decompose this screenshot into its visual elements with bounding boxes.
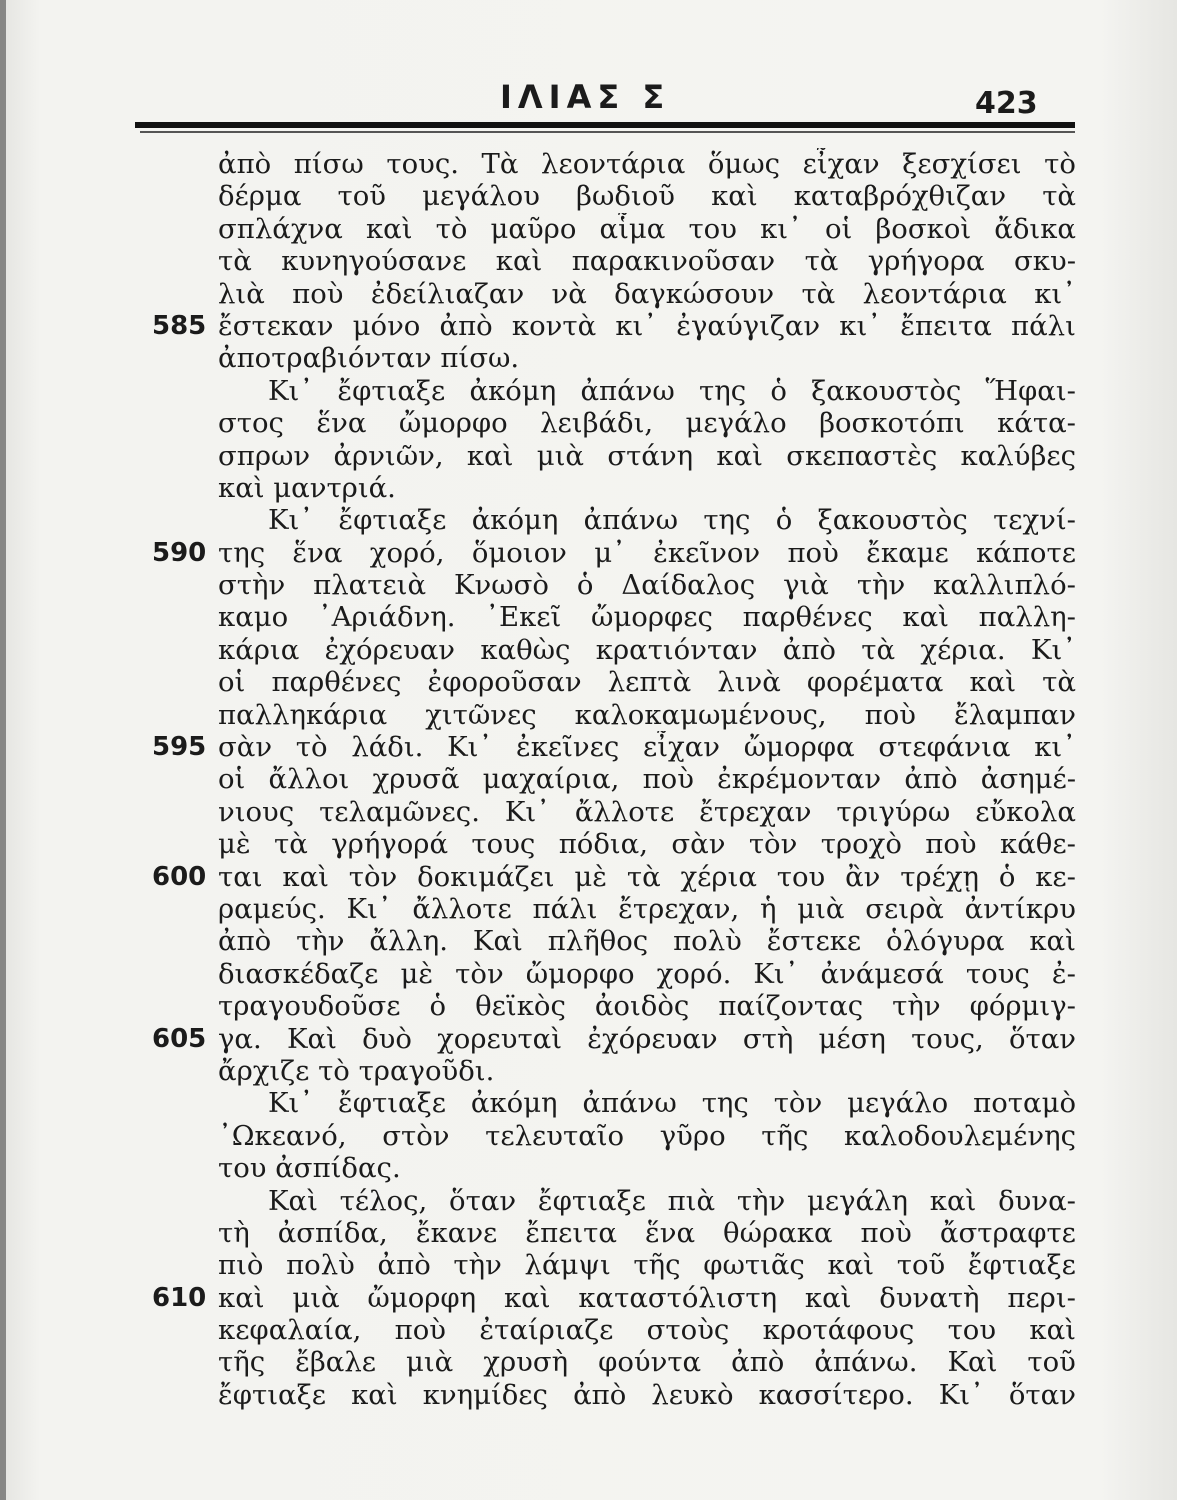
running-header-title: ΙΛΙΑΣ Σ — [500, 78, 671, 116]
text-line — [0, 1249, 1177, 1281]
text-line — [0, 1152, 1177, 1184]
line-text: του ἀσπίδας. — [218, 1152, 401, 1185]
line-text: της ἕνα χορό, ὅμοιον μ᾿ ἐκεῖνον ποὺ ἔκαμε κάποτε — [218, 536, 1076, 569]
text-line — [0, 180, 1177, 212]
text-line — [0, 569, 1177, 601]
line-number: 605 — [152, 1023, 207, 1054]
line-text: μὲ τὰ γρήγορά τους πόδια, σὰν τὸν τροχὸ ποὺ κάθε- — [218, 828, 1076, 861]
line-text: Κι᾿ ἔφτιαξε ἀκόμη ἀπάνω της τὸν μεγάλο ποταμὸ — [268, 1087, 1076, 1120]
line-text: Καὶ τέλος, ὅταν ἔφτιαξε πιὰ τὴν μεγάλη καὶ δυνα- — [268, 1184, 1076, 1217]
text-line — [0, 634, 1177, 666]
line-number: 590 — [152, 537, 207, 568]
text-line — [0, 1217, 1177, 1249]
text-line — [0, 1055, 1177, 1087]
text-line — [0, 1346, 1177, 1378]
line-text: ᾿Ωκεανό, στὸν τελευταῖο γῦρο τῆς καλοδουλεμένης — [218, 1119, 1076, 1152]
line-text: στος ἕνα ὤμορφο λειβάδι, μεγάλο βοσκοτόπι κάτα- — [218, 407, 1076, 440]
line-text: Κι᾿ ἔφτιαξε ἀκόμη ἀπάνω της ὁ ξακουστὸς Ἥφαι- — [268, 374, 1076, 407]
line-text: τὴ ἀσπίδα, ἔκανε ἔπειτα ἕνα θώρακα ποὺ ἄστραφτε — [218, 1216, 1076, 1249]
page-number: 423 — [975, 86, 1038, 121]
text-line — [0, 245, 1177, 277]
text-line — [0, 958, 1177, 990]
line-text: ἀπὸ πίσω τους. Τὰ λεοντάρια ὅμως εἶχαν ξεσχίσει τὸ — [218, 148, 1076, 180]
line-text: γα. Καὶ δυὸ χορευταὶ ἐχόρευαν στὴ μέση τους, ὅταν — [218, 1022, 1076, 1055]
text-line — [0, 1314, 1177, 1346]
text-line — [0, 342, 1177, 374]
line-text: σπλάχνα καὶ τὸ μαῦρο αἷμα του κι᾿ οἱ βοσκοὶ ἄδικα — [218, 212, 1076, 245]
line-text: ἔστεκαν μόνο ἀπὸ κοντὰ κι᾿ ἐγαύγιζαν κι᾿ ἔπειτα πάλι — [218, 309, 1076, 342]
text-line — [0, 213, 1177, 245]
line-text: κάρια ἐχόρευαν καθὼς κρατιόνταν ἀπὸ τὰ χέρια. Κι᾿ — [218, 633, 1076, 666]
text-line — [0, 310, 1177, 342]
line-text: ἀπὸ τὴν ἄλλη. Καὶ πλῆθος πολὺ ἔστεκε ὁλόγυρα καὶ — [218, 925, 1076, 958]
line-text: σπρων ἀρνιῶν, καὶ μιὰ στάνη καὶ σκεπαστὲς καλύβες — [218, 439, 1076, 472]
text-line — [0, 861, 1177, 893]
text-line — [0, 828, 1177, 860]
text-line — [0, 1120, 1177, 1152]
line-text: καὶ μαντριά. — [218, 471, 396, 504]
text-line — [0, 666, 1177, 698]
text-line — [0, 763, 1177, 795]
line-text: δέρμα τοῦ μεγάλου βωδιοῦ καὶ καταβρόχθιζαν τὰ — [218, 180, 1076, 213]
line-number: 600 — [152, 861, 207, 892]
text-line — [0, 601, 1177, 633]
line-text: ραμεύς. Κι᾿ ἄλλοτε πάλι ἔτρεχαν, ἡ μιὰ σειρὰ ἀντίκρυ — [218, 892, 1076, 925]
line-text: καὶ μιὰ ὤμορφη καὶ καταστόλιστη καὶ δυνατὴ περι- — [218, 1281, 1076, 1314]
line-text: ἀποτραβιόνταν πίσω. — [218, 342, 520, 375]
line-number: 595 — [152, 732, 207, 763]
text-line — [0, 925, 1177, 957]
line-text: σὰν τὸ λάδι. Κι᾿ ἐκεῖνες εἶχαν ὤμορφα στεφάνια κι᾿ — [218, 731, 1076, 764]
body-text — [0, 148, 1177, 1411]
text-line — [0, 796, 1177, 828]
text-line — [0, 1379, 1177, 1411]
line-text: πιὸ πολὺ ἀπὸ τὴν λάμψι τῆς φωτιᾶς καὶ τοῦ ἔφτιαξε — [218, 1249, 1076, 1282]
text-line — [0, 407, 1177, 439]
line-text: στὴν πλατειὰ Κνωσὸ ὁ Δαίδαλος γιὰ τὴν καλλιπλό- — [218, 569, 1076, 602]
text-line — [0, 148, 1177, 180]
text-line — [0, 472, 1177, 504]
text-line — [0, 537, 1177, 569]
line-text: ἔφτιαξε καὶ κνημίδες ἀπὸ λευκὸ κασσίτερο. Κι᾿ ὅταν — [218, 1378, 1076, 1411]
text-line — [0, 731, 1177, 763]
text-line — [0, 1087, 1177, 1119]
header-rule — [135, 122, 1075, 128]
line-text: κεφαλαία, ποὺ ἐταίριαζε στοὺς κροτάφους του καὶ — [218, 1314, 1076, 1347]
line-text: καμο ᾿Αριάδνη. ᾿Εκεῖ ὤμορφες παρθένες καὶ παλλη- — [218, 601, 1076, 634]
line-text: λιὰ ποὺ ἐδείλιαζαν νὰ δαγκώσουν τὰ λεοντάρια κι᾿ — [218, 277, 1076, 310]
text-line — [0, 893, 1177, 925]
header-rule-thin — [140, 131, 1075, 133]
line-text: παλληκάρια χιτῶνες καλοκαμωμένους, ποὺ ἔλαμπαν — [218, 698, 1076, 731]
text-line — [0, 440, 1177, 472]
line-text: νιους τελαμῶνες. Κι᾿ ἄλλοτε ἔτρεχαν τριγύρω εὔκολα — [218, 795, 1076, 828]
text-line — [0, 375, 1177, 407]
text-line — [0, 504, 1177, 536]
text-line — [0, 990, 1177, 1022]
text-line — [0, 1185, 1177, 1217]
line-number: 585 — [152, 310, 207, 341]
line-text: διασκέδαζε μὲ τὸν ὤμορφο χορό. Κι᾿ ἀνάμεσά τους ἐ- — [218, 957, 1076, 990]
text-line — [0, 699, 1177, 731]
line-text: ται καὶ τὸν δοκιμάζει μὲ τὰ χέρια του ἂν τρέχῃ ὁ κε- — [218, 860, 1076, 893]
text-line — [0, 278, 1177, 310]
line-text: ἄρχιζε τὸ τραγοῦδι. — [218, 1054, 495, 1087]
line-text: τῆς ἔβαλε μιὰ χρυσὴ φούντα ἀπὸ ἀπάνω. Καὶ τοῦ — [218, 1346, 1076, 1379]
line-text: τὰ κυνηγούσανε καὶ παρακινοῦσαν τὰ γρήγορα σκυ- — [218, 245, 1076, 278]
line-text: οἱ ἄλλοι χρυσᾶ μαχαίρια, ποὺ ἐκρέμονταν ἀπὸ ἀσημέ- — [218, 763, 1076, 796]
text-line — [0, 1282, 1177, 1314]
line-text: οἱ παρθένες ἐφοροῦσαν λεπτὰ λινὰ φορέματα καὶ τὰ — [218, 666, 1076, 699]
text-line — [0, 1023, 1177, 1055]
line-text: τραγουδοῦσε ὁ θεϊκὸς ἀοιδὸς παίζοντας τὴν φόρμιγ- — [218, 990, 1076, 1023]
line-number: 610 — [152, 1282, 207, 1313]
line-text: Κι᾿ ἔφτιαξε ἀκόμη ἀπάνω της ὁ ξακουστὸς τεχνί- — [268, 504, 1076, 537]
